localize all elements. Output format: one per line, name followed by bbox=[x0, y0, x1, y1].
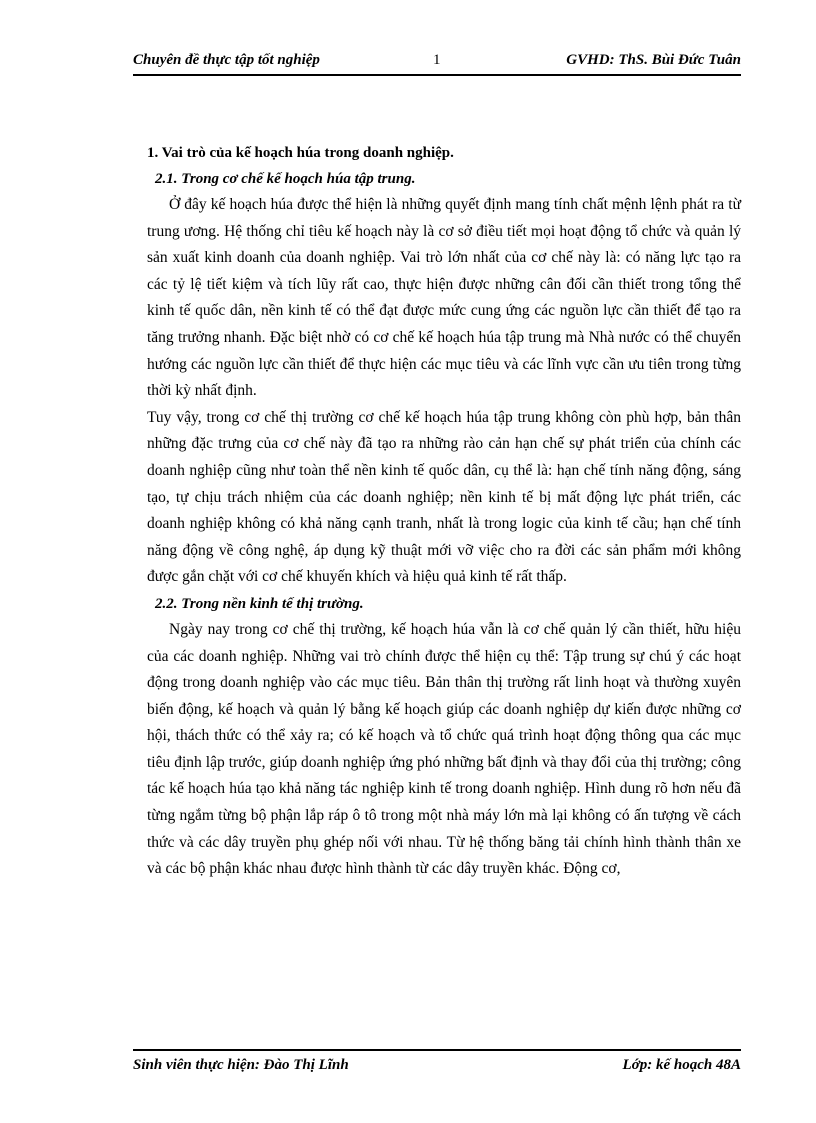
page-header bbox=[133, 50, 741, 76]
header-title: Chuyên đề thực tập tốt nghiệp bbox=[133, 52, 320, 68]
header-advisor: GVHD: ThS. Bùi Đức Tuân bbox=[566, 52, 741, 68]
paragraph: Ngày nay trong cơ chế thị trường, kế hoạch húa vẫn là cơ chế quản lý cần thiết, hữu hiệu của các doanh nghiệp. Những vai trò chính được thể hiện cụ thể: Tập trung sự chú ý các hoạt động trong doanh nghiệp vào các mục tiêu. Bản thân thị trường rất linh hoạt và thường xuyên biến động, kế hoạch và quản lý bằng kế hoạch giúp các doanh nghiệp dự kiến được những cơ hội, thách thức có thể xảy ra; có kế hoạch và tổ chức quá trình hoạt động thông qua các mục tiêu định lập trước, giúp doanh nghiệp ứng phó những bất định và thay đổi của thị trường; công tác kế hoạch húa tạo khả năng tác nghiệp kinh tế trong doanh nghiệp. Hình dung rõ hơn nếu đã từng ngắm từng bộ phận lắp ráp ô tô trong một nhà máy lớn mà lại không có ấn tượng về cách thức và các dây truyền phụ ghép nối với nhau. Từ hệ thống băng tải chính hình thành thân xe và các bộ phận khác nhau được hình thành từ các dây truyền khác. Động cơ, bbox=[147, 620, 741, 878]
paragraph: Tuy vậy, trong cơ chế thị trường cơ chế kế hoạch húa tập trung không còn phù hợp, bản thân những đặc trưng của cơ chế này đã tạo ra những rào cản hạn chế sự phát triển của chính các doanh nghiệp cũng như toàn thể nền kinh tế quốc dân, cụ thể là: hạn chế tính năng động, sáng tạo, tự chịu trách nhiệm của các doanh nghiệp; nền kinh tế bị mất động lực phát triển, các doanh nghiệp không có khả năng cạnh tranh, nhất là trong logic của kinh tế cầu; hạn chế tính năng động về công nghệ, áp dụng kỹ thuật mới vỡ việc cho ra đời các sản phẩm mới không được gắn chặt với cơ chế khuyến khích và hiệu quả kinh tế rất thấp. bbox=[147, 408, 741, 586]
subsection-heading-2-1: 2.1. Trong cơ chế kế hoạch húa tập trung. bbox=[155, 171, 416, 187]
paragraph: Ở đây kế hoạch húa được thể hiện là những quyết định mang tính chất mệnh lệnh phát ra từ trung ương. Hệ thống chỉ tiêu kế hoạch này là cơ sở điều tiết mọi hoạt động tổ chức và quản lý sản xuất kinh doanh của doanh nghiệp. Vai trò lớn nhất của cơ chế này là: có năng lực tạo ra các tỷ lệ tiết kiệm và tích lũy rất cao, thực hiện được những cân đối cần thiết trong tổng thể kinh tế quốc dân, nền kinh tế có thể đạt được mức cung ứng các nguồn lực cần thiết để tạo ra tăng trưởng nhanh. Đặc biệt nhờ có cơ chế kế hoạch húa tập trung mà Nhà nước có thể chuyển hướng các nguồn lực cần thiết để thực hiện các mục tiêu và các lĩnh vực cần ưu tiên trong từng thời kỳ nhất định. bbox=[147, 196, 741, 400]
footer-student: Sinh viên thực hiện: Đào Thị Lĩnh bbox=[133, 1057, 349, 1073]
footer-class: Lớp: kế hoạch 48A bbox=[622, 1057, 741, 1073]
page-footer bbox=[133, 1049, 741, 1075]
document-body bbox=[147, 140, 741, 883]
section-heading: 1. Vai trò của kế hoạch húa trong doanh nghiệp. bbox=[147, 145, 454, 161]
page-number: 1 bbox=[433, 52, 441, 68]
subsection-heading-2-2: 2.2. Trong nền kinh tế thị trường. bbox=[155, 595, 364, 612]
